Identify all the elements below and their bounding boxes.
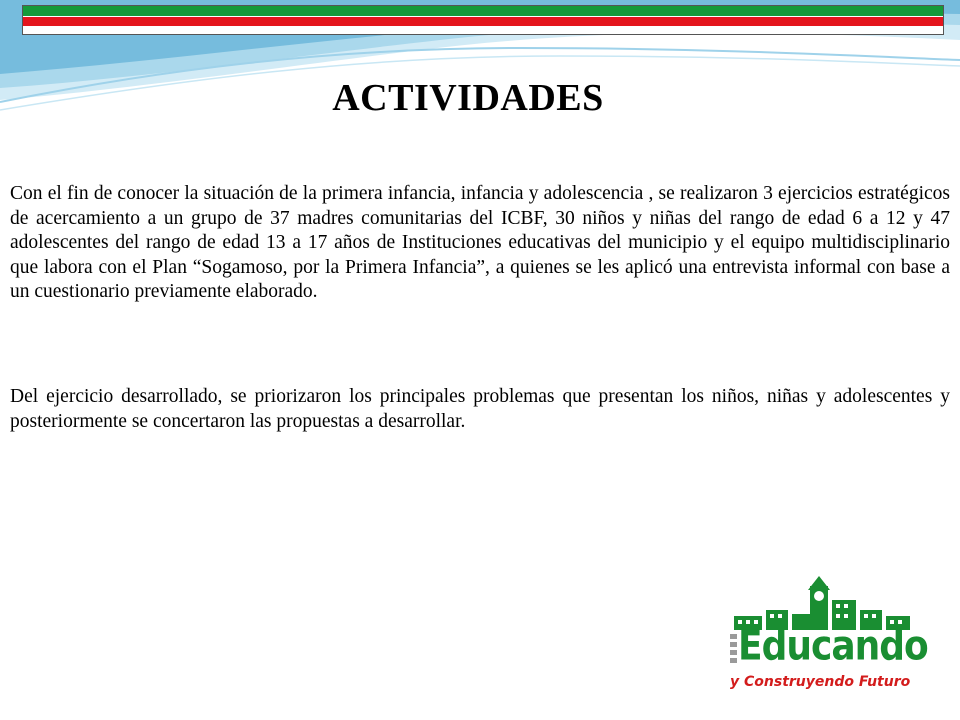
- paragraph-conclusion: Del ejercicio desarrollado, se priorizaron los principales problemas que presentan los niños, niñas y adolescentes y posteriormente se concertaron las propuestas a desarrollar.: [10, 386, 950, 432]
- slide-title: ACTIVIDADES: [332, 77, 604, 119]
- flag-white-stripe: [23, 26, 943, 34]
- flag-green-stripe: [23, 6, 943, 16]
- educando-logo: [726, 576, 928, 696]
- header-flag-bar: [22, 5, 944, 35]
- flag-red-stripe: [23, 17, 943, 26]
- logo-subtitle: y Construyendo Futuro: [730, 674, 911, 690]
- paragraph-intro: Con el fin de conocer la situación de la primera infancia, infancia y adolescencia , se realizaron 3 ejercicios estratégicos de acercamiento a un grupo de 37 madres comunitarias del ICBF, 30 niños y niñas del rango de edad 6 a 12 y 47 adolescentes del rango de edad 13 a 17 años de Instituciones educativas del municipio y el equipo multidisciplinario que labora con el Plan “Sogamoso, por la Primera Infancia”, a quienes se les aplicó una entrevista informal con base a un cuestionario previamente elaborado.: [10, 183, 950, 302]
- logo-wordmark: Educando: [738, 622, 928, 671]
